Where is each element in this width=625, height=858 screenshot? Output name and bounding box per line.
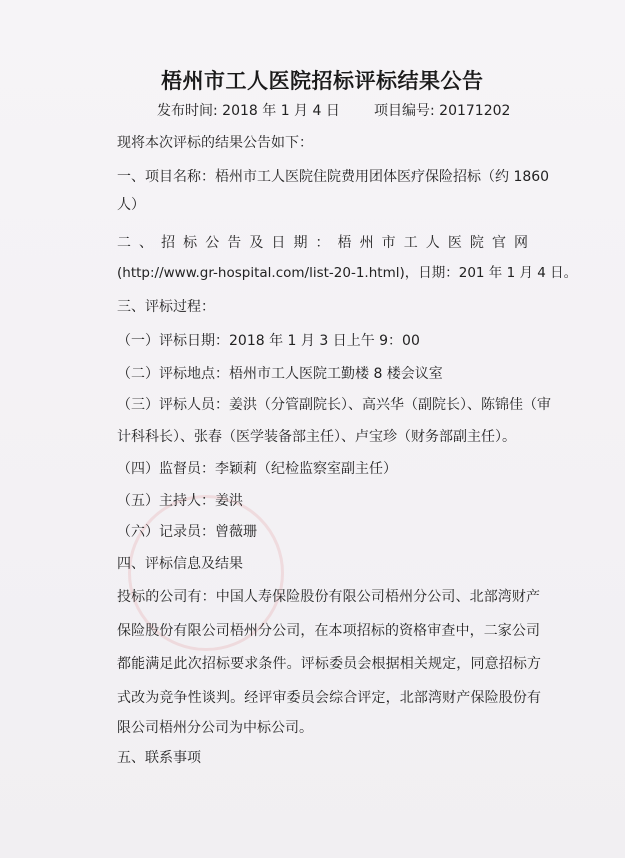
intro-text: 现将本次评标的结果公告如下： <box>117 135 313 151</box>
section3-item: （五）主持人：姜洪 <box>117 493 243 509</box>
publish-date: 发布时间: 2018 年 1 月 4 日 <box>157 103 340 119</box>
section1-line1: 一、项目名称：梧州市工人医院住院费用团体医疗保险招标（约 1860 <box>117 169 550 185</box>
section2-line2: (http://www.gr-hospital.com/list-20-1.html)，日期：201 年 1 月 4 日。 <box>117 265 578 281</box>
section5-heading: 五、联系事项 <box>117 750 201 766</box>
section3-item: （三）评标人员：姜洪（分管副院长）、高兴华（副院长）、陈锦佳（审 <box>117 397 551 413</box>
section4-line: 保险股份有限公司梧州分公司，在本项招标的资格审查中，二家公司 <box>117 623 540 639</box>
section4-heading: 四、评标信息及结果 <box>117 556 243 572</box>
section4-line: 都能满足此次招标要求条件。评标委员会根据相关规定，同意招标方 <box>117 656 541 672</box>
section1-line2: 人） <box>117 197 145 213</box>
section3-item: 计科科长）、张春（医学装备部主任）、卢宝珍（财务部副主任）。 <box>117 429 516 445</box>
section3-item: （四）监督员：李颖莉（纪检监察室副主任） <box>117 461 397 477</box>
section4-line: 式改为竞争性谈判。经评审委员会综合评定，北部湾财产保险股份有 <box>117 690 541 706</box>
section3-item: （六）记录员：曾薇珊 <box>117 524 257 540</box>
section4-line: 限公司梧州分公司为中标公司。 <box>117 720 313 736</box>
section4-line: 投标的公司有：中国人寿保险股份有限公司梧州分公司、北部湾财产 <box>117 589 540 605</box>
section3-heading: 三、评标过程： <box>117 299 215 315</box>
notice-title: 梧州市工人医院招标评标结果公告 <box>161 69 484 93</box>
section2-line1: 二、招标公告及日期：梧州市工人医院官网 <box>117 235 528 251</box>
section3-item: （一）评标日期：2018 年 1 月 3 日上午 9：00 <box>117 333 420 349</box>
project-number: 项目编号: 20171202 <box>374 103 511 119</box>
section3-item: （二）评标地点：梧州市工人医院工勤楼 8 楼会议室 <box>117 366 443 382</box>
